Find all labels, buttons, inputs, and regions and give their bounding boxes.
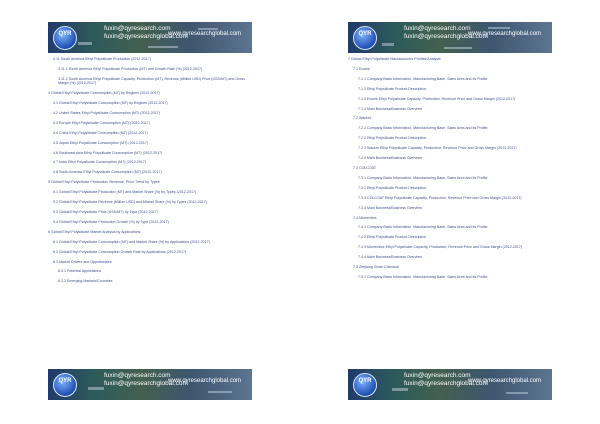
toc-entry[interactable]: 7.1.3 Evonik Ethyl Polysilicate Capacity, Production, Revenue Price and Gross Margin (2012-2017) — [358, 96, 516, 101]
toc-entry[interactable]: 4.7 India Ethyl Polysilicate Consumption (MT) (2012-2017) — [53, 160, 147, 165]
toc-entry[interactable]: 6.2 Global Ethyl Polysilicate Consumption Growth Rate by Applications (2012-2017) — [53, 249, 187, 254]
toc-entry[interactable]: 7.5.1 Company Basic Information, Manufacturing Base, Sales Area and Its Profile — [358, 274, 488, 279]
toc-entry[interactable]: 3.11.1 South America Ethyl Polysilicate Production (MT) and Growth Rate (%) (2012-2017) — [58, 66, 203, 71]
toc-entry[interactable]: 6.1 Global Ethyl Polysilicate Consumption (MT) and Market Share (%) by Applications (2012-2017) — [53, 239, 210, 244]
toc-entry[interactable]: 4.8 South America Ethyl Polysilicate Consumption (MT) (2012-2017) — [53, 170, 162, 175]
toc-entry[interactable]: 5 Global Ethyl Polysilicate Production, Revenue, Price Trend by Types — [48, 180, 160, 185]
toc-entry[interactable]: 5.1 Global Ethyl Polysilicate Production (MT) and Market Share (%) by Types (2012-2017) — [53, 190, 197, 195]
toc-entry[interactable]: 7.4.1 Company Basic Information, Manufacturing Base, Sales Area and Its Profile — [358, 225, 488, 230]
qyresearch-logo-icon — [53, 373, 77, 397]
header-banner — [48, 22, 252, 53]
toc-entry[interactable]: 6.3.1 Potential Applications — [58, 269, 102, 274]
toc-entry[interactable]: 7.1.1 Company Basic Information, Manufacturing Base, Sales Area and Its Profile — [358, 76, 488, 81]
toc-entry[interactable]: 7.3.4 Main Business/Business Overview — [358, 205, 422, 210]
toc-entry[interactable]: 4.3 Europe Ethyl Polysilicate Consumption (MT) (2012-2017) — [53, 120, 150, 125]
banner-email: fuxin@qyresearch.com fuxin@qyresearchglobal.com — [104, 25, 188, 40]
logo-text: QYR — [358, 31, 372, 37]
logo-text: QYR — [58, 378, 72, 384]
toc-entry[interactable]: 7.2 Wacker — [353, 116, 372, 121]
toc-entry[interactable]: 7.2.4 Main Business/Business Overview — [358, 156, 422, 161]
banner-email: fuxin@qyresearch.com fuxin@qyresearchglobal.com — [404, 372, 488, 387]
toc-entry[interactable]: 7.1 Evonik — [353, 66, 370, 71]
qyresearch-logo-icon — [353, 373, 377, 397]
toc-entry[interactable]: 4.2 United States Ethyl Polysilicate Consumption (MT) (2012-2017) — [53, 110, 160, 115]
banner-site: www.qyresearchglobal.com — [168, 31, 242, 37]
left-page — [48, 22, 252, 398]
toc-entry[interactable]: 3.11.2 South America Ethyl Polysilicate Capacity, Production (MT), Revenue (Million USD) Price (USD/MT) and Gross Margin (%) (2012-2017) — [58, 76, 246, 86]
toc-entry[interactable]: 7.3.3 COLCOAT Ethyl Polysilicate Capacity, Production, Revenue Price and Gross Margin (2012-2017) — [358, 195, 522, 200]
toc-entry[interactable]: 7 Global Ethyl Polysilicate Manufacturers Profiles/Analysis — [348, 57, 441, 61]
toc-entry[interactable]: 6 Global Ethyl Polysilicate Market Analysis by Applications — [48, 229, 141, 234]
logo-text: QYR — [358, 378, 372, 384]
toc-entry[interactable]: 4 Global Ethyl Polysilicate Consumption (MT) by Regions (2012-2017) — [48, 91, 160, 96]
toc-entry[interactable]: 6.3.2 Emerging Markets/Countries — [58, 279, 113, 284]
toc-entry[interactable]: 3.11 South America Ethyl Polysilicate Production (2012-2017) — [53, 57, 151, 61]
right-page — [348, 22, 552, 398]
qyresearch-logo-icon — [353, 26, 377, 50]
toc-entry[interactable]: 7.1.4 Main Business/Business Overview — [358, 106, 422, 111]
toc-entry[interactable]: 7.3.2 Ethyl Polysilicate Product Description — [358, 185, 427, 190]
toc-entry[interactable]: 4.5 Japan Ethyl Polysilicate Consumption (MT) (2012-2017) — [53, 140, 149, 145]
toc-entry[interactable]: 7.3 COLCOAT — [353, 165, 377, 170]
footer-banner — [48, 369, 252, 400]
toc-entry[interactable]: 6.3 Market Drivers and Opportunities — [53, 259, 112, 264]
toc-entry[interactable]: 7.4.2 Ethyl Polysilicate Product Description — [358, 235, 427, 240]
toc-entry[interactable]: 4.1 Global Ethyl Polysilicate Consumption (MT) by Regions (2012-2017) — [53, 101, 168, 106]
header-banner — [348, 22, 552, 53]
toc-entry[interactable]: 7.3.1 Company Basic Information, Manufacturing Base, Sales Area and Its Profile — [358, 175, 488, 180]
footer-banner — [348, 369, 552, 400]
toc-list-left — [48, 57, 252, 289]
toc-entry[interactable]: 4.4 China Ethyl Polysilicate Consumption (MT) (2012-2017) — [53, 130, 148, 135]
toc-entry[interactable]: 7.4 Momentive — [353, 215, 377, 220]
toc-entry[interactable]: 4.6 Southeast Asia Ethyl Polysilicate Consumption (MT) (2012-2017) — [53, 150, 163, 155]
toc-list-right — [348, 57, 552, 285]
toc-entry[interactable]: 5.4 Global Ethyl Polysilicate Production Growth (%) by Type (2012-2017) — [53, 219, 169, 224]
toc-entry[interactable]: 5.3 Global Ethyl Polysilicate Price (USD/MT) by Type (2012-2017) — [53, 210, 158, 214]
logo-text: QYR — [58, 31, 72, 37]
toc-entry[interactable]: 7.4.3 Momentive Ethyl Polysilicate Capacity, Production, Revenue Price and Gross Margin (2012-2017) — [358, 245, 523, 250]
toc-entry[interactable]: 7.5 Zhejiang Xinan Chemical — [353, 265, 399, 270]
toc-entry[interactable]: 7.2.3 Wacker Ethyl Polysilicate Capacity, Production, Revenue Price and Gross Margin (2012-2017) — [358, 146, 517, 151]
banner-site: www.qyresearchglobal.com — [468, 31, 542, 37]
banner-email: fuxin@qyresearch.com fuxin@qyresearchglobal.com — [404, 25, 488, 40]
banner-site: www.qyresearchglobal.com — [168, 378, 242, 384]
banner-site: www.qyresearchglobal.com — [468, 378, 542, 384]
qyresearch-logo-icon — [53, 26, 77, 50]
toc-entry[interactable]: 7.4.4 Main Business/Business Overview — [358, 255, 422, 260]
toc-entry[interactable]: 7.2.2 Ethyl Polysilicate Product Description — [358, 136, 427, 141]
toc-entry[interactable]: 7.1.2 Ethyl Polysilicate Product Description — [358, 86, 427, 91]
toc-entry[interactable]: 7.2.1 Company Basic Information, Manufacturing Base, Sales Area and Its Profile — [358, 126, 488, 131]
toc-entry[interactable]: 5.2 Global Ethyl Polysilicate Revenue (Million USD) and Market Share (%) by Types (2012-2017) — [53, 200, 207, 205]
banner-email: fuxin@qyresearch.com fuxin@qyresearchglobal.com — [104, 372, 188, 387]
